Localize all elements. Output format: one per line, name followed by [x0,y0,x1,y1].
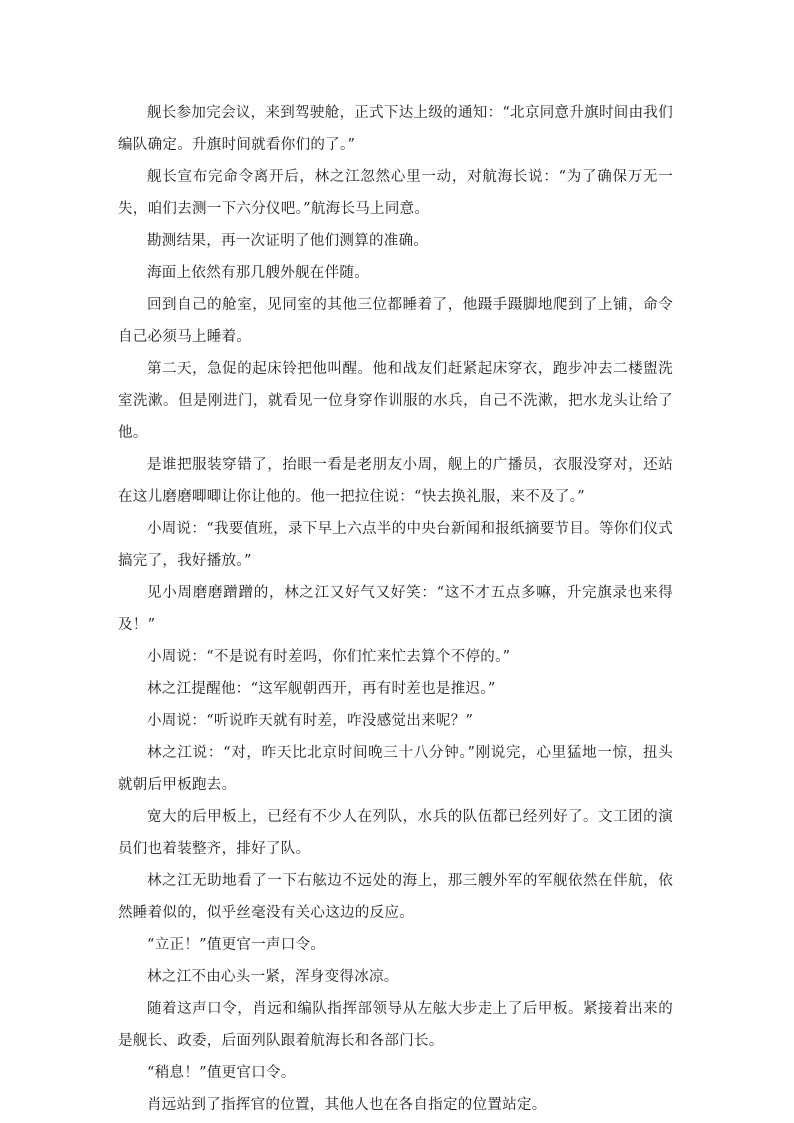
paragraph: 小周说：“听说昨天就有时差，咋没感觉出来呢？” [147,713,474,729]
paragraph: 林之江不由心头一紧，浑身变得冰凉。 [147,969,399,985]
paragraph: 林之江提醒他：“这军舰朝西开，再有时差也是推迟。” [147,681,496,697]
paragraph: 小周说：“我要值班，录下早上六点半的中央台新闻和报纸摘要节目。等你们仪式搞完了，我好播放。” [118,521,673,569]
paragraph: 随着这声口令，肖远和编队指挥部领导从左舷大步走上了后甲板。紧接着出来的是舰长、政委，后面列队跟着航海长和各部门长。 [118,1001,673,1049]
paragraph: 舰长参加完会议，来到驾驶舱，正式下达上级的通知：“北京同意升旗时间由我们编队确定。升旗时间就看你们的了。” [118,105,673,153]
paragraph: 舰长宣布完命令离开后，林之江忽然心里一动，对航海长说：“为了确保万无一失，咱们去测一下六分仪吧。”航海长马上同意。 [118,169,673,217]
document-body [118,97,673,1121]
paragraph: 见小周磨磨蹭蹭的，林之江又好气又好笑：“这不才五点多嘛，升完旗录也来得及！” [118,585,673,633]
paragraph: 第二天，急促的起床铃把他叫醒。他和战友们赶紧起床穿衣，跑步冲去二楼盥洗室洗漱。但是刚进门，就看见一位身穿作训服的水兵，自己不洗漱，把水龙头让给了他。 [118,361,673,441]
paragraph: 勘测结果，再一次证明了他们测算的准确。 [147,233,429,249]
paragraph: 小周说：“不是说有时差吗，你们忙来忙去算个不停的。” [147,649,511,665]
paragraph: 是谁把服装穿错了，抬眼一看是老朋友小周，舰上的广播员，衣服没穿对，还站在这儿磨磨唧唧让你让他的。他一把拉住说：“快去换礼服，来不及了。” [118,457,673,505]
paragraph: “稍息！”值更官口令。 [147,1065,296,1081]
paragraph: 林之江无助地看了一下右舷边不远处的海上，那三艘外军的军舰依然在伴航，依然睡着似的，似乎丝毫没有关心这边的反应。 [118,873,673,921]
paragraph: 海面上依然有那几艘外舰在伴随。 [147,265,369,281]
paragraph: 回到自己的舱室，见同室的其他三位都睡着了，他蹑手蹑脚地爬到了上铺，命令自己必须马上睡着。 [118,297,673,345]
paragraph: 宽大的后甲板上，已经有不少人在列队，水兵的队伍都已经列好了。文工团的演员们也着装整齐，排好了队。 [118,809,673,857]
paragraph: 肖远站到了指挥官的位置，其他人也在各自指定的位置站定。 [147,1097,547,1113]
paragraph: “立正！”值更官一声口令。 [147,937,326,953]
paragraph: 林之江说：“对，昨天比北京时间晚三十八分钟。”刚说完，心里猛地一惊，扭头就朝后甲板跑去。 [118,745,673,793]
